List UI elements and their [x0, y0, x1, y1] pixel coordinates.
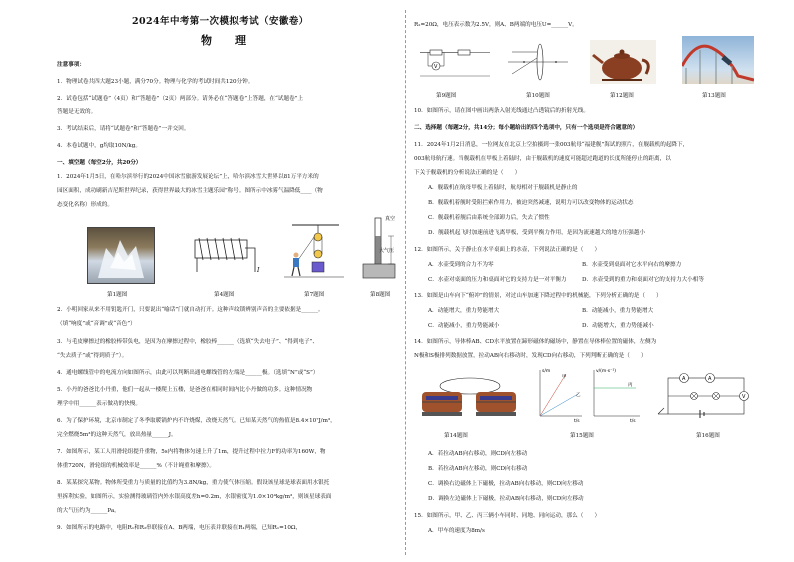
figure-caption: 第8题图	[370, 292, 391, 298]
lens-figure-10	[506, 40, 570, 84]
q11-option: D．舰载机起飞时加速前进飞离甲板，受到平衡力作用，是因为流速越大的地方压强越小	[428, 230, 646, 236]
q8-line: 8．某某探究某物。物体所受重力与质量的比值约为3.8N/kg，重力使气体压缩。假设该星球是球表面用水银托	[57, 480, 330, 486]
graph-a-ylabel: s/m	[542, 369, 551, 374]
q15-line: 15．如图所示，甲、乙、丙三辆小车同时、同地、同向运动，那么（ ）	[414, 513, 601, 519]
atm-label: 大气压	[379, 248, 395, 254]
figure-caption: 第1题图	[107, 292, 128, 298]
graph-b-xlabel: t/s	[630, 419, 636, 424]
notice-item: 答题是无效的。	[57, 109, 97, 115]
q11-line: 下关于舰载机的分析说法正确的是（ ）	[414, 170, 521, 176]
q14-option: A．若拉动AB向右移动，则CD向左移动	[428, 451, 528, 457]
ice-sculpture-photo	[87, 227, 155, 284]
pulley-figure	[284, 222, 344, 282]
q11-option: A．舰载机在航母甲板上着陆时，航母相对于舰载机是静止的	[428, 185, 578, 191]
svg-text:A: A	[708, 376, 712, 382]
q13-option: C．动能减小，重力势能减小	[428, 323, 500, 329]
q14-option: B．若拉动AB向左移动，则CD向右移动	[428, 466, 528, 472]
q13-option: D．动能增大，重力势能减小	[582, 323, 654, 329]
motion-graphs-figure-15	[532, 364, 644, 424]
q2-line: （填“响度”或“音调”或“音色”）	[57, 321, 136, 327]
q14-option: D．调换左边磁体上下磁极，拉动AB向右移动，则CD向左移动	[428, 496, 584, 502]
figure-caption: 第16题图	[696, 433, 720, 439]
series-jia-label: 甲	[562, 375, 567, 380]
q13-line: 13．如图是山车向下“俯冲”的情景，对过山车加速下降过程中的机械能，下列分析正确的是（ ）	[414, 293, 662, 299]
q14-line: N极和S极排列数据放置，拉动AB向右移动时，发现CD向右移动，下列判断正确的是（ ）	[414, 353, 647, 359]
q11-option: C．舰载机着舰后由系统全部卸力后，失去了惯性	[428, 215, 550, 221]
roller-coaster-photo	[682, 36, 754, 84]
q3-line: 3．与毛皮摩擦过的橡胶棒带负电，是因为在摩擦过程中，橡胶棒______（选填“失去电子”、“得到电子”、	[57, 339, 319, 345]
q12-option: C．水壶对桌面的压力和桌面对它的支持力是一对平衡力	[428, 277, 567, 283]
q1-line: 园区面积，成功刷新吉尼斯世界纪录，获得世界最大的冰雪主题乐园”称号。图所示中冰雾气温降低____（物	[57, 188, 323, 194]
figure-caption: 第10题图	[526, 93, 550, 99]
notice-item: 4．本卷试题中，g均取10N/kg。	[57, 143, 141, 149]
circuit-figure-16	[654, 370, 758, 422]
column-divider	[405, 10, 406, 555]
section2-heading: 二、选择题（每题2分，共14分；每小题给出的四个选项中，只有一个选项是符合题意的）	[414, 125, 639, 131]
figure-caption: 第14题图	[444, 433, 468, 439]
roller-coaster-image	[682, 36, 754, 84]
q6-line: 完全燃烧5m³的这种天然气，放出热量______J。	[57, 432, 177, 438]
q10-line: 10．如图所示，请在图中画出两条入射光线通过凸透镜后的折射光线。	[414, 108, 589, 114]
magnet-figure-14	[418, 372, 524, 422]
vacuum-label: 真空	[385, 216, 396, 222]
current-label: I	[257, 267, 260, 274]
svg-text:A: A	[682, 376, 686, 382]
figure-caption: 第13题图	[702, 93, 726, 99]
q8-line: 里拆利实验，如图所示，实验测得玻璃管内外水银高度差h=0.2m，水银密度为1.0×10⁴kg/m³，则该星球表面	[57, 494, 332, 500]
q11-option: B．舰载机着舰时受阻拦索作用力，被迫突然减速，说明力可以改变物体的运动状态	[428, 200, 634, 206]
svg-text:V: V	[742, 394, 746, 400]
q14-line: 14．如图所示，导体棒AB、CD水平放置在蹄形磁体的磁场中，静置在导体棒位置的磁体，左侧为	[414, 339, 657, 345]
q11-line: 11．2024年1月2日消息，一位网友在北京上空拍摄到一张003航母“福建舰”海试的照片，在舰载机的起降下，	[414, 142, 689, 148]
q7-line: 7．如图所示，某工人用滑轮组提升重物，5s内将物体匀速上升了1m，提升过程中拉力F的功率为160W，物	[57, 449, 326, 455]
figure-caption: 第4题图	[214, 292, 235, 298]
q1-line: 态变化名称）形成的。	[57, 202, 113, 208]
series-yi-label: 乙	[576, 393, 581, 398]
figure-caption: 第7题图	[304, 292, 325, 298]
notice-item: 2．试卷包括“试题卷”（4页）和“答题卷”（2页）两部分。请务必在“答题卷”上答题，在“试题卷”上	[57, 96, 304, 102]
figure-caption: 第12题图	[610, 93, 634, 99]
q5-line: 理学中用______表示做功的快慢。	[57, 401, 141, 407]
q12-option: B．水壶受到桌面对它水平向右的摩擦力	[582, 262, 682, 268]
notice-heading: 注意事项：	[57, 62, 85, 68]
circuit-figure-9	[418, 42, 496, 82]
notice-item: 3．考试结束后，请将“试题卷”和“答题卷”一并交回。	[57, 126, 190, 132]
q12-option: D．水壶受到的重力和桌面对它的支持力大小相等	[582, 277, 704, 283]
torricelli-figure	[357, 212, 407, 284]
q7-line: 体重720N，滑轮组的机械效率是______%（不计绳重和摩擦）。	[57, 463, 215, 469]
q8-line: 的大气压约为______Pa。	[57, 508, 120, 514]
q13-option: A．动能增大，重力势能增大	[428, 308, 500, 314]
q1-line: 1．2024年1月5日，在哈尔滨举行的2024中国冰雪旅游发展论坛”上，哈尔滨冰雪大世界以81万平方米的	[57, 174, 319, 180]
graph-b-ylabel: v/(m·s⁻¹)	[596, 369, 617, 374]
notice-item: 1．物理试卷共四大题23小题，满分70分。物理与化学的考试时间共120分钟。	[57, 79, 254, 85]
q9-line: 9．如图所示的电路中，电阻R₁和R₂串联接在A、B两端，电压表并联接在R₁两端，已知R₁=10Ω，	[57, 525, 302, 531]
figure-caption: 第15题图	[570, 433, 594, 439]
q6-line: 6．为了保护环境，北京市制定了冬季取暖锅炉内不许烧煤，改烧天然气。已知某天然气的热值是8.4×10⁷J/m³，	[57, 418, 336, 424]
q4-line: 4．通电螺线管中的电流方向如图所示，由此可以判断出通电螺线管的左端是______极。（选填“N”或“S”）	[57, 370, 319, 376]
graph-a-xlabel: t/s	[574, 419, 580, 424]
q9-continued: R₂=20Ω，电压表示数为2.5V，则A、B两端的电压U=______V。	[414, 22, 578, 28]
q13-option: B．动能减小，重力势能增大	[582, 308, 654, 314]
q15-option: A．甲车的速度为8m/s	[428, 528, 485, 534]
svg-text:V: V	[434, 64, 438, 70]
q12-option: A．水壶受到的合力不为零	[428, 262, 494, 268]
q11-line: 003航母航行速。当舰载机在甲板上着陆时，由于舰载机的速度可能超过跑道的长度所能停止的距离，以	[414, 156, 671, 162]
exam-title: 2024年中考第一次模拟考试（安徽卷）	[132, 16, 309, 27]
teapot-photo	[590, 40, 656, 84]
section1-heading: 一、填空题（每空2分，共20分）	[57, 160, 142, 166]
q12-line: 12．如图所示，关于静止在水平桌面上的水壶，下列说法正确的是（ ）	[414, 247, 601, 253]
q5-line: 5．小丹的爸爸比小丹重，他们一起从一楼爬上五楼，是爸爸在相同时间内比小丹做的功多。这种情况物	[57, 387, 313, 393]
teapot-image	[590, 40, 656, 84]
q3-line: “失去质子”或“得到质子”）。	[57, 353, 128, 359]
figure-caption: 第9题图	[436, 93, 457, 99]
exam-subject: 物 理	[201, 34, 252, 47]
ice-sculpture-image	[88, 228, 154, 283]
solenoid-figure	[189, 228, 269, 278]
series-bing-label: 丙	[628, 383, 633, 388]
q2-line: 2．小明回家从来不用钥匙开门，只要说出“喻话”门就自动打开。这种声纹锁辨别声音的主要依据是______。	[57, 307, 324, 313]
q14-option: C．调换右边磁体上下磁极，拉动AB向右移动，则CD向左移动	[428, 481, 584, 487]
